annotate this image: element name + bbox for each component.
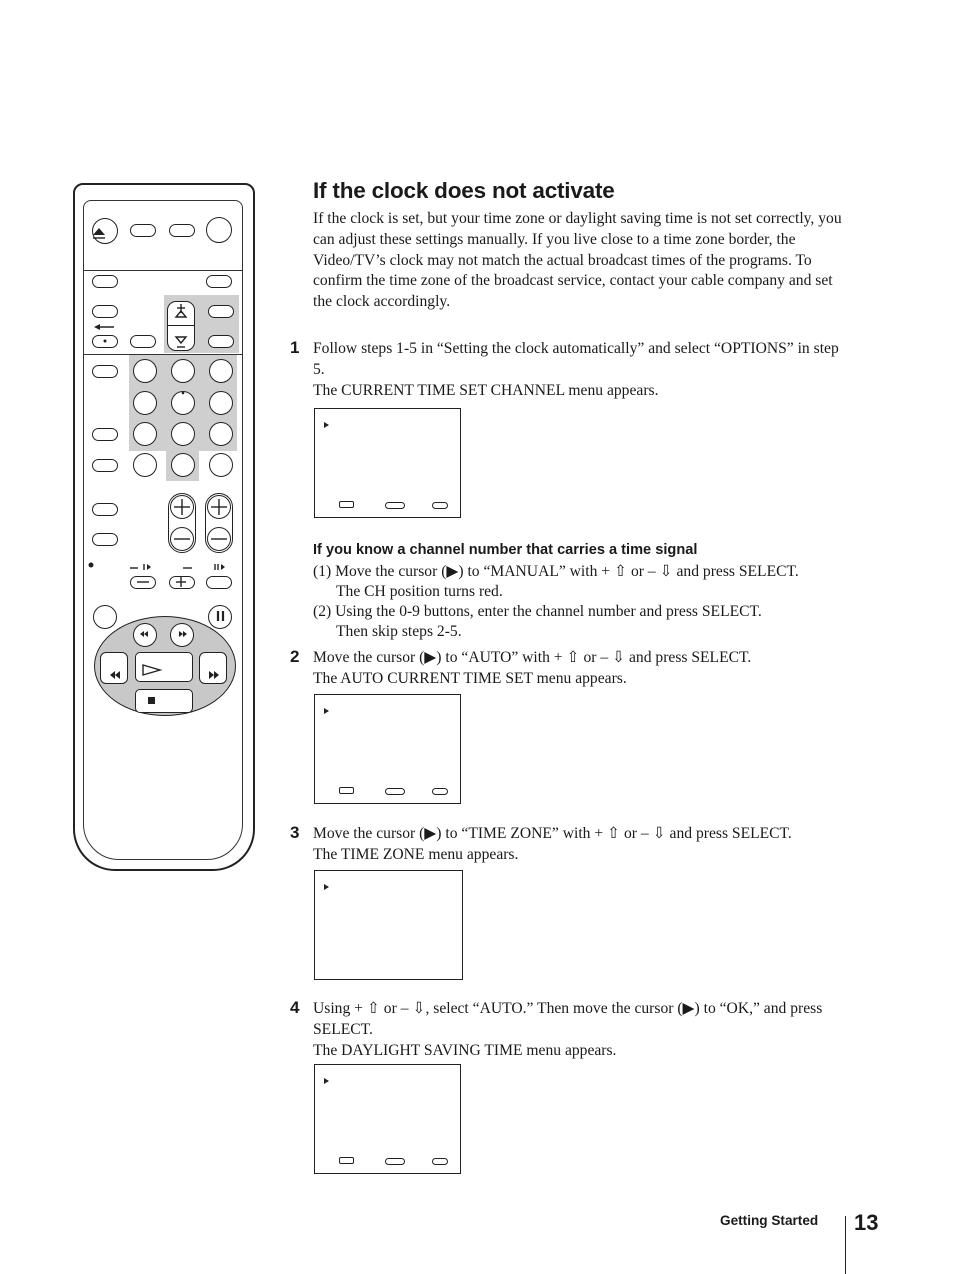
remote-button bbox=[169, 576, 195, 589]
step-4-text bbox=[313, 999, 843, 1061]
number-key-3 bbox=[209, 359, 233, 383]
step-number: 3 bbox=[290, 823, 300, 842]
remote-button bbox=[130, 224, 156, 237]
section-heading: If the clock does not activate bbox=[313, 178, 615, 203]
menu-button-icon bbox=[432, 502, 448, 509]
step-number: 1 bbox=[290, 338, 300, 357]
remote-button bbox=[208, 305, 234, 318]
number-key-6 bbox=[209, 391, 233, 415]
stop-button bbox=[135, 689, 193, 713]
time-zone-menu-screen bbox=[314, 870, 463, 980]
cursor-triangle-icon bbox=[324, 708, 329, 714]
cursor-triangle-icon bbox=[324, 422, 329, 428]
cursor-triangle-icon bbox=[324, 1078, 329, 1084]
daylight-saving-time-menu-screen bbox=[314, 1064, 461, 1174]
step-2-text bbox=[313, 648, 853, 690]
step-1-text bbox=[313, 339, 853, 401]
remote-button bbox=[92, 275, 118, 288]
tip-item-text: Move the cursor (▶) to “MANUAL” with + ⇧ or – ⇩ and press SELECT. bbox=[335, 563, 799, 580]
menu-button-icon bbox=[385, 502, 405, 509]
select-button-icon bbox=[339, 501, 354, 508]
number-key-2 bbox=[171, 359, 195, 383]
remote-button bbox=[133, 453, 157, 477]
step-2-line: Move the cursor (▶) to “AUTO” with + ⇧ or – ⇩ and press SELECT. bbox=[313, 649, 752, 666]
step-1-line: The CURRENT TIME SET CHANNEL menu appears. bbox=[313, 381, 659, 399]
remote-button bbox=[206, 576, 232, 589]
tip-item-continuation: The CH position turns red. bbox=[336, 582, 503, 600]
footer-section-label: Getting Started bbox=[720, 1213, 819, 1228]
remote-button bbox=[92, 533, 118, 546]
rocker-divider bbox=[167, 325, 195, 326]
current-time-set-channel-menu-screen bbox=[314, 408, 461, 518]
plus-button bbox=[170, 495, 194, 519]
step-3-text bbox=[313, 824, 853, 866]
remote-divider bbox=[83, 270, 243, 271]
fast-forward-button bbox=[199, 652, 227, 684]
menu-button-icon bbox=[385, 788, 405, 795]
select-button-icon bbox=[339, 787, 354, 794]
tip-item-text: Using the 0-9 buttons, enter the channel number and press SELECT. bbox=[335, 603, 762, 620]
number-key-9 bbox=[209, 422, 233, 446]
eject-button bbox=[92, 218, 118, 244]
number-key-0 bbox=[171, 453, 195, 477]
number-key-4 bbox=[133, 391, 157, 415]
select-rocker-button bbox=[167, 301, 195, 351]
pause-button bbox=[208, 605, 232, 629]
step-1-line: Follow steps 1-5 in “Setting the clock automatically” and select “OPTIONS” in step 5. bbox=[313, 340, 839, 378]
menu-button-icon bbox=[432, 1158, 448, 1165]
record-button bbox=[93, 605, 117, 629]
remote-button bbox=[92, 365, 118, 378]
step-2-line: The AUTO CURRENT TIME SET menu appears. bbox=[313, 669, 627, 687]
menu-button-icon bbox=[385, 1158, 405, 1165]
page-number: 13 bbox=[854, 1210, 879, 1235]
number-key-7 bbox=[133, 422, 157, 446]
step-3-line: Move the cursor (▶) to “TIME ZONE” with + ⇧ or – ⇩ and press SELECT. bbox=[313, 825, 792, 842]
rewind-button bbox=[100, 652, 128, 684]
remote-button bbox=[92, 305, 118, 318]
minus-button bbox=[170, 527, 194, 551]
remote-button bbox=[92, 503, 118, 516]
step-number: 4 bbox=[290, 998, 300, 1017]
intro-paragraph: If the clock is set, but your time zone or daylight saving time is not set correctly, you can adjust these settings manually. If you live close to a time zone border, the Video/TV’s clock may not match the actual broadcast times of the programs. To confirm the time zone of the broadcast service, contact your cable company and set the clock accordingly. bbox=[313, 210, 842, 311]
step-4-line: Using + ⇧ or – ⇩, select “AUTO.” Then move the cursor (▶) to “OK,” and press SELECT. bbox=[313, 1000, 823, 1038]
power-button bbox=[206, 217, 232, 243]
plus-button bbox=[207, 495, 231, 519]
step-3-line: The TIME ZONE menu appears. bbox=[313, 845, 519, 863]
remote-button bbox=[92, 428, 118, 441]
tip-item bbox=[313, 562, 858, 602]
select-button-icon bbox=[339, 1157, 354, 1164]
remote-button bbox=[208, 335, 234, 348]
tip-item-marker: (1) bbox=[313, 563, 332, 580]
remote-button bbox=[130, 576, 156, 589]
remote-button bbox=[206, 275, 232, 288]
remote-button bbox=[130, 335, 156, 348]
rewind-search-button bbox=[133, 623, 157, 647]
tip-item-continuation: Then skip steps 2-5. bbox=[336, 622, 462, 640]
step-number: 2 bbox=[290, 647, 300, 666]
tip-heading: If you know a channel number that carries a time signal bbox=[313, 542, 698, 558]
remote-button bbox=[169, 224, 195, 237]
remote-button bbox=[209, 453, 233, 477]
number-key-1 bbox=[133, 359, 157, 383]
forward-search-button bbox=[170, 623, 194, 647]
footer-rule bbox=[845, 1216, 846, 1274]
remote-button bbox=[92, 459, 118, 472]
number-key-8 bbox=[171, 422, 195, 446]
tip-item bbox=[313, 602, 858, 642]
play-button bbox=[135, 652, 193, 682]
menu-button-icon bbox=[432, 788, 448, 795]
remote-button bbox=[92, 335, 118, 348]
number-key-5 bbox=[171, 391, 195, 415]
tip-item-marker: (2) bbox=[313, 603, 332, 620]
auto-current-time-set-menu-screen bbox=[314, 694, 461, 804]
minus-button bbox=[207, 527, 231, 551]
step-4-line: The DAYLIGHT SAVING TIME menu appears. bbox=[313, 1041, 617, 1059]
cursor-triangle-icon bbox=[324, 884, 329, 890]
